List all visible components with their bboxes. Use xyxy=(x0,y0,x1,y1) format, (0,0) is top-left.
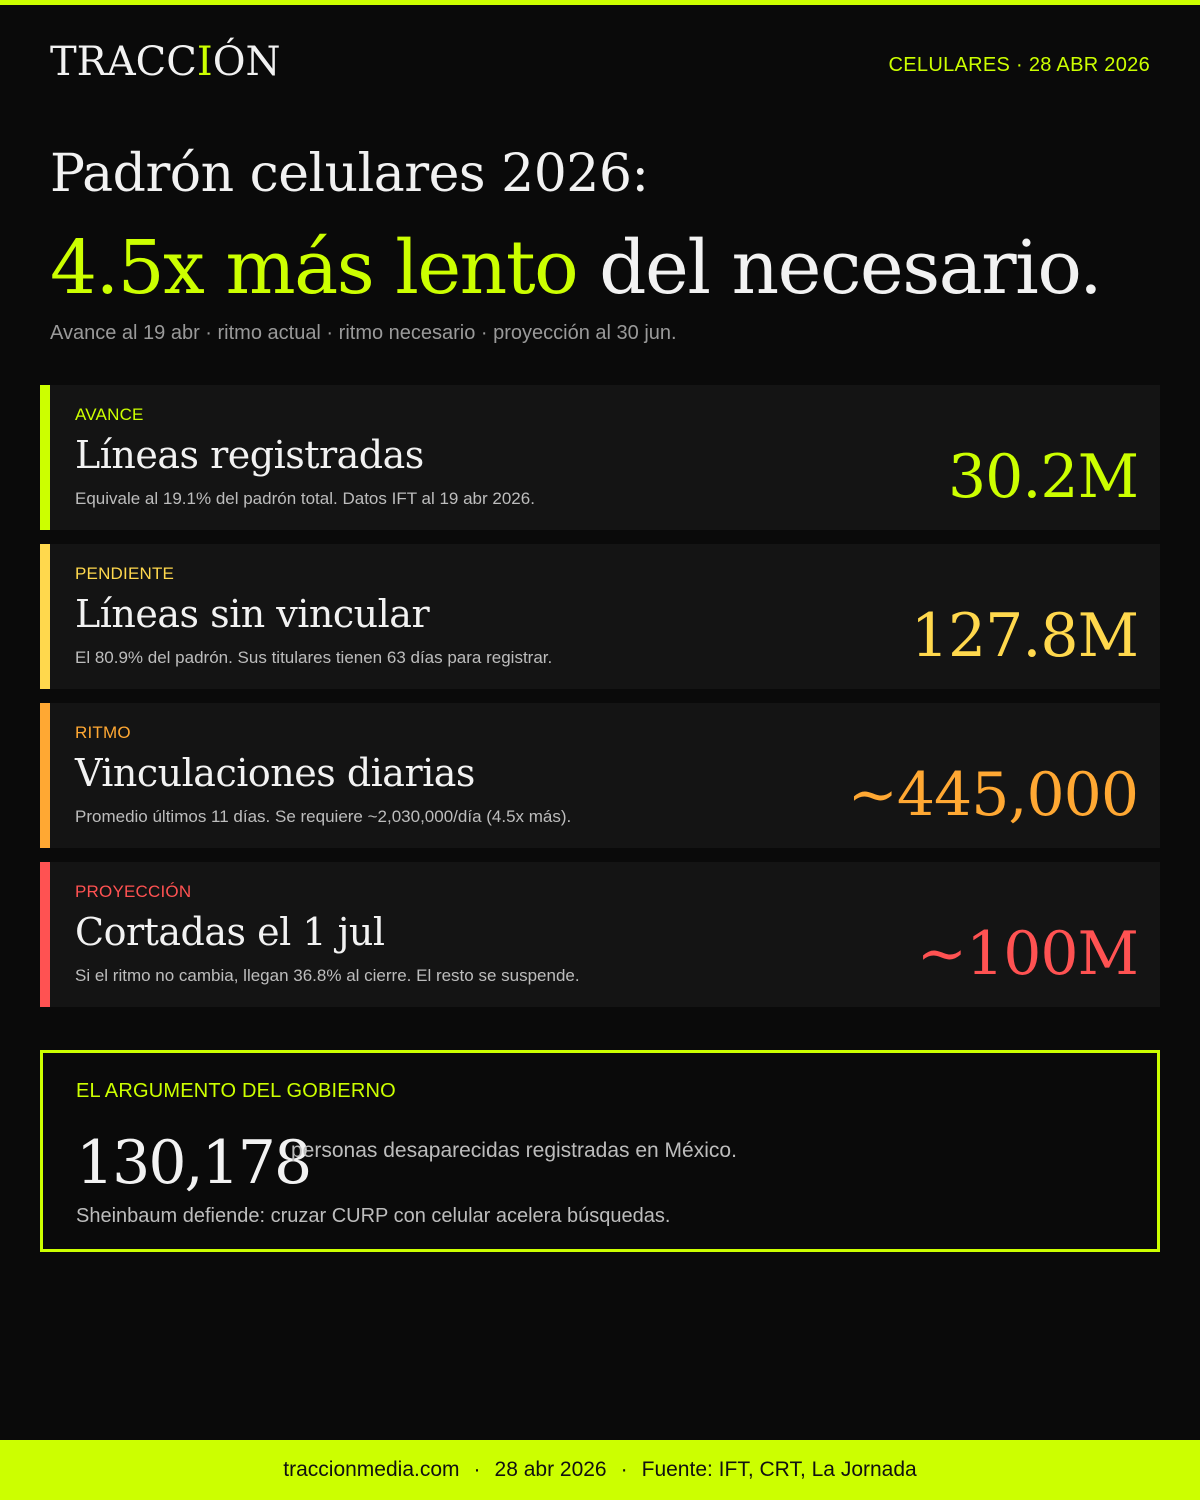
footer-separator: · xyxy=(473,1458,481,1481)
stat-card-title: Líneas sin vincular xyxy=(75,592,430,636)
stat-card-description: Equivale al 19.1% del padrón total. Datos IFT al 19 abr 2026. xyxy=(75,489,535,508)
brand-logo-prefix: TRACC xyxy=(50,39,197,85)
stat-card-title: Vinculaciones diarias xyxy=(75,751,475,795)
brand-logo xyxy=(50,39,281,85)
argument-note: Sheinbaum defiende: cruzar CURP con celular acelera búsquedas. xyxy=(76,1205,671,1227)
stat-card-value: 127.8M xyxy=(910,601,1138,671)
argument-label: EL ARGUMENTO DEL GOBIERNO xyxy=(76,1080,396,1102)
headline-rest: del necesario. xyxy=(577,225,1102,311)
stat-card-title: Líneas registradas xyxy=(75,433,424,477)
headline-highlight: 4.5x más lento xyxy=(50,225,578,311)
stat-card-pendiente xyxy=(40,544,1160,689)
footer-source: Fuente: IFT, CRT, La Jornada xyxy=(641,1458,917,1481)
stat-card-value: ~445,000 xyxy=(847,760,1138,830)
argument-number: 130,178 xyxy=(76,1128,311,1198)
top-accent-bar xyxy=(0,0,1200,5)
dateline: CELULARES · 28 ABR 2026 xyxy=(888,54,1150,76)
stat-card-avance xyxy=(40,385,1160,530)
stat-card-label: PENDIENTE xyxy=(75,564,175,583)
stat-card-proyeccion xyxy=(40,862,1160,1007)
stat-card-label: PROYECCIÓN xyxy=(75,882,192,901)
footer-date: 28 abr 2026 xyxy=(494,1458,607,1481)
stat-card-label: RITMO xyxy=(75,723,131,742)
stat-card-value: ~100M xyxy=(916,919,1138,989)
stat-card-value: 30.2M xyxy=(947,442,1138,512)
argument-number-caption: personas desaparecidas registradas en México. xyxy=(291,1139,737,1162)
stat-card-description: Si el ritmo no cambia, llegan 36.8% al cierre. El resto se suspende. xyxy=(75,966,580,985)
stat-card-label: AVANCE xyxy=(75,405,144,424)
stat-card-description: Promedio últimos 11 días. Se requiere ~2,030,000/día (4.5x más). xyxy=(75,807,572,826)
headline-line1: Padrón celulares 2026: xyxy=(50,144,649,204)
footer-site-link[interactable]: traccionmedia.com xyxy=(283,1458,460,1481)
brand-logo-suffix: ÓN xyxy=(212,39,281,85)
stat-card-description: El 80.9% del padrón. Sus titulares tienen 63 días para registrar. xyxy=(75,648,553,667)
footer-bar xyxy=(0,1440,1200,1500)
headline-subtitle: Avance al 19 abr · ritmo actual · ritmo necesario · proyección al 30 jun. xyxy=(50,322,677,344)
stat-cards xyxy=(40,385,1160,1021)
footer-separator: · xyxy=(620,1458,628,1481)
government-argument-box xyxy=(40,1050,1160,1252)
brand-logo-accent: I xyxy=(196,39,213,85)
headline-line2 xyxy=(50,225,1102,311)
stat-card-ritmo xyxy=(40,703,1160,848)
stat-card-title: Cortadas el 1 jul xyxy=(75,910,385,954)
